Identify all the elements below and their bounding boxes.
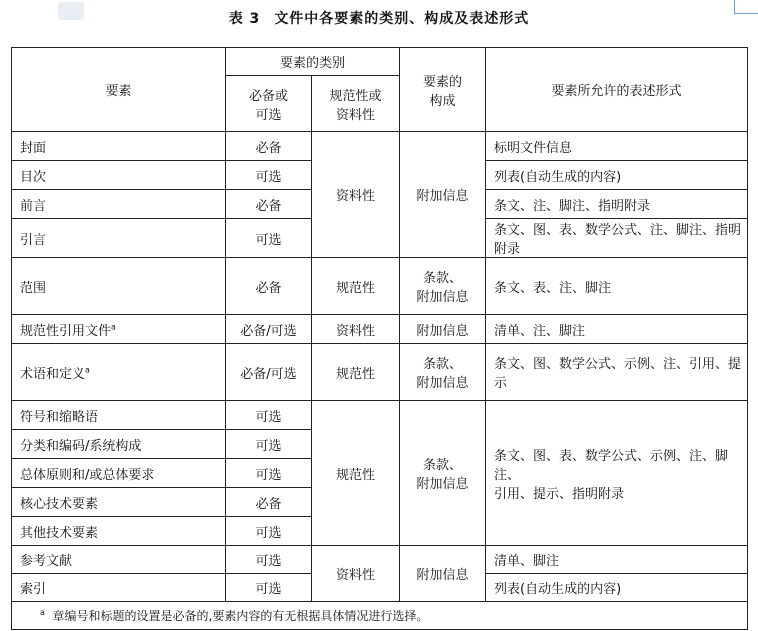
composition-cell: 附加信息 [400, 315, 486, 344]
form-cell: 条文、图、表、数学公式、注、脚注、指明附录 [486, 219, 748, 258]
table-row [12, 315, 748, 344]
element-cell: 其他技术要素 [12, 517, 226, 546]
header-required: 必备或 可选 [226, 76, 312, 132]
category-cell: 资料性 [312, 546, 400, 602]
category-cell: 规范性 [312, 258, 400, 315]
element-cell: 分类和编码/系统构成 [12, 430, 226, 459]
form-cell: 清单、脚注 [486, 546, 748, 574]
element-cell: 目次 [12, 161, 226, 190]
element-cell: 前言 [12, 190, 226, 219]
required-cell: 必备/可选 [226, 344, 312, 401]
required-cell: 必备 [226, 190, 312, 219]
composition-cell: 附加信息 [400, 132, 486, 258]
required-cell: 可选 [226, 574, 312, 602]
footnote-row [12, 602, 748, 630]
required-cell: 必备 [226, 132, 312, 161]
composition-cell: 附加信息 [400, 546, 486, 602]
elements-table [11, 47, 748, 630]
required-cell: 可选 [226, 459, 312, 488]
composition-cell: 条款、 附加信息 [400, 401, 486, 546]
required-cell: 可选 [226, 430, 312, 459]
form-cell: 清单、注、脚注 [486, 315, 748, 344]
table-row [12, 258, 748, 315]
category-cell: 资料性 [312, 315, 400, 344]
form-cell: 列表(自动生成的内容) [486, 161, 748, 190]
element-cell: 范围 [12, 258, 226, 315]
required-cell: 可选 [226, 517, 312, 546]
header-composition: 要素的 构成 [400, 48, 486, 132]
required-cell: 可选 [226, 546, 312, 574]
category-cell: 规范性 [312, 401, 400, 546]
table-title-text: 文件中各要素的类别、构成及表述形式 [274, 11, 530, 27]
table-number: 表 3 [228, 11, 261, 27]
header-row [12, 48, 748, 76]
element-cell: 术语和定义$^a$ [12, 344, 226, 401]
category-cell: 资料性 [312, 132, 400, 258]
composition-cell: 条款、 附加信息 [400, 258, 486, 315]
table-row [12, 401, 748, 430]
composition-cell: 条款、 附加信息 [400, 344, 486, 401]
required-cell: 必备/可选 [226, 315, 312, 344]
element-cell: 符号和缩略语 [12, 401, 226, 430]
element-cell: 参考文献 [12, 546, 226, 574]
required-cell: 可选 [226, 401, 312, 430]
element-cell: 总体原则和/或总体要求 [12, 459, 226, 488]
form-cell: 条文、图、表、数学公式、示例、注、脚注、 引用、提示、指明附录 [486, 401, 748, 546]
header-forms: 要素所允许的表述形式 [486, 48, 748, 132]
element-cell: 引言 [12, 219, 226, 258]
form-cell: 列表(自动生成的内容) [486, 574, 748, 602]
header-normative: 规范性或 资料性 [312, 76, 400, 132]
form-cell: 条文、注、脚注、指明附录 [486, 190, 748, 219]
table-row [12, 546, 748, 574]
element-cell: 核心技术要素 [12, 488, 226, 517]
table-title [0, 8, 758, 28]
element-cell: 封面 [12, 132, 226, 161]
required-cell: 必备 [226, 258, 312, 315]
header-category: 要素的类别 [226, 48, 400, 76]
required-cell: 可选 [226, 219, 312, 258]
required-cell: 可选 [226, 161, 312, 190]
element-cell: 规范性引用文件$^a$ [12, 315, 226, 344]
category-cell: 规范性 [312, 344, 400, 401]
header-element: 要素 [12, 48, 226, 132]
table-row [12, 132, 748, 161]
element-cell: 索引 [12, 574, 226, 602]
form-cell: 条文、表、注、脚注 [486, 258, 748, 315]
footnote: $^a$ 章编号和标题的设置是必备的,要素内容的有无根据具体情况进行选择。 [12, 602, 748, 630]
table-row [12, 344, 748, 401]
form-cell: 条文、图、数学公式、示例、注、引用、提示 [486, 344, 748, 401]
form-cell: 标明文件信息 [486, 132, 748, 161]
required-cell: 必备 [226, 488, 312, 517]
